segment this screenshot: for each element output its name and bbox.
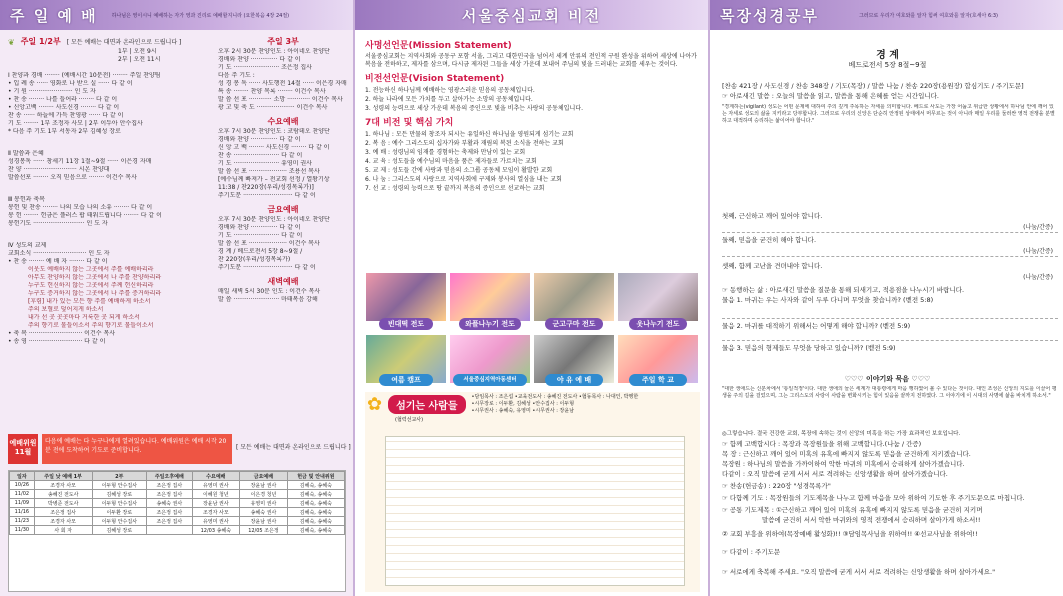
vision-panel (353, 0, 708, 596)
blessing-line: 아무도 찬양하지 않는 그곳에서 나 주를 찬양하리라 (28, 274, 162, 281)
service-item: 오후 7시 30분 찬양인도 : 코람데오 찬양단 (218, 128, 330, 135)
photo-1 (365, 272, 447, 322)
table-cell: 송혜숙 권사 (240, 508, 288, 517)
dawn-title: 새벽예배 (267, 277, 299, 286)
divider (722, 340, 1058, 341)
order-item: 봉 헌 ········ 헌금은 플러스 팝 태워드립니다 ········ 다 같 이 (8, 212, 162, 219)
service1-time-2: 2부 | 오전 11시 (118, 56, 161, 63)
value-item: 2. 복 음 : 예수 그리스도의 십자가와 부활과 재림의 복된 소식을 전하는 교회 (365, 140, 564, 147)
photo-caption: 주일 학 교 (629, 374, 687, 386)
servers-info: •시무권사 : 송혜숙, 유영미 •시무권사 : 장윤남 (471, 408, 575, 414)
prayer-line: 다같이 : 오직 말씀에 굳게 서서 서로 격려하는 신앙생활을 하며 살아가겠습니다. (722, 470, 948, 478)
blessing-line: 누구도 헌신하지 않는 그곳에서 주께 헌신하리라 (28, 282, 154, 289)
table-cell: 이은경 청년 (240, 490, 288, 499)
service-item: 경배와 찬양 ·············· 다 같 이 (218, 136, 301, 143)
vine-decor-icon: ❦ (8, 37, 15, 47)
prayer-line: ☞ 찬송(헌금송) : 220장 "성경목록가" (722, 482, 831, 490)
servers-small: (협력선교사) (395, 417, 424, 423)
table-cell: 김혜숙, 송혜숙 (287, 526, 344, 535)
flower-icon: ✿ (367, 394, 383, 415)
service-item: 오후 7시 30분 찬양인도 : 아이네오 찬양단 (218, 216, 330, 223)
blessing-line: 내가 선 곳 곳곳마다 거룩한 곳 되게 하소서 (28, 314, 140, 321)
service-item: 신 앙 고 백 ········ 사도신경 ········ 다 같 이 (218, 144, 330, 151)
prayer-line: ☞ 다함께 기도 : 목장원들의 기도제목을 나누고 함께 마음을 모아 위하여 기도한 후 주기도문으로 마칩니다. (722, 494, 1025, 502)
table-cell: 김혜숙, 송혜숙 (287, 499, 344, 508)
table-cell: 김혜성 장로 (92, 490, 147, 499)
final-line: ☞ 서로에게 축복해 주세요. "오직 말씀에 굳게 서서 서로 격려하는 신앙생활을 하며 살아가세요." (722, 568, 996, 576)
table-header-cell: 주일 낮 예배 1부 (34, 472, 92, 481)
order-item: 봉헌 및 찬송 ········ 나의 모습 나의 소유 ········ 다 같 이 (8, 204, 153, 211)
story-heading: ♡♡♡ 이야기와 묵음 ♡♡♡ (844, 375, 931, 383)
order-item: * 다음 주 기도 1부 서동자 2부 김혜성 장로 (8, 128, 121, 135)
worship-subtitle: 하나님은 영이시니 예배하는 자가 영과 진리로 예배할지니라 (요한복음 4장 24절) (111, 12, 290, 19)
lesson-ref: 베드로전서 5장 8절~9절 (848, 61, 927, 69)
fri-title: 금요예배 (267, 205, 299, 214)
study-title: 목장성경공부 (720, 6, 819, 25)
service-item: 기 도 ························ 다 같 이 (218, 232, 303, 239)
vision-item: 3. 성령의 능력으로 세상 가운데 복음의 증인으로 빛을 비추는 사랑의 공동체입니다. (365, 105, 583, 112)
prayer-line: 목 장 : 근신하고 깨어 있어 미혹의 유혹에 빠지지 않도록 믿음을 굳건하게 지키겠습니다. (722, 450, 971, 458)
table-cell: 조경자 사모 (34, 517, 92, 526)
order-item: Ⅳ 성도의 교제 (8, 242, 47, 249)
photo-caption: 빈대떡 전도 (379, 318, 433, 330)
table-cell: 11/09 (10, 499, 35, 508)
apply-question: 물음 3. 믿음의 형제들도 무엇을 당하고 있습니까? (벧전 5:9) (722, 344, 896, 352)
story-close: ◎그렇습니다. 결국 건강한 교회, 목장에 속하는 것이 신앙의 미혹을 하는 가장 효과적인 보호입니다. (722, 431, 961, 437)
announcement (8, 428, 351, 468)
intro-text: "경계하는(vigilant) 성도는 어떤 문제에 대하여 주의 깊게 주목하는 자세를 의미합니다. 베드로 사도는 가장 어둡고 위급한 상황에서 하나님 안에 깨어 있는 자세로 성도의 삶을 지키라고 당부합니다. 그러므로 우리의 신앙은 단순히 안정된 상태에서 머무르는 것이 아니라 매일 우리를 둘러싼 영적 전쟁을 분별하고 대적하며 승리하는 삶이어야 합니다." (722, 104, 1055, 124)
servers-section (365, 392, 700, 592)
prayer-line: ☞ 함께 고백합시다 : 목장과 목장원들을 위해 고백합니다.(나눔 / 간증) (722, 440, 922, 448)
service-item: 찬 220장(우리/성경목록가) (218, 256, 291, 263)
blessing-line: 주의 향기로 물들이소서 주의 향기로 물들이소서 (28, 322, 154, 329)
value-item: 7. 선 교 : 성령의 능력으로 땅 끝까지 복음의 증인으로 선교하는 교회 (365, 185, 545, 192)
photo-caption: 야 유 예 배 (545, 374, 603, 386)
hymns-line: [찬송 421장 / 사도신경 / 찬송 348장 / 기도(목장) / 말씀 나눔 / 찬송 220장(용원장) 합심기도 / 주기도문] (722, 82, 1024, 90)
order-item: • 찬 송 ········ 나를 들어라 ········ 다 같 이 (8, 96, 118, 103)
order-item: • 신앙고백 ········ 사도신경 ········ 다 같 이 (8, 104, 120, 111)
table-cell: 유영미 권사 (192, 481, 240, 490)
vision-item: 1. 전능하신 하나님께 예배하는 영광스러운 믿음의 공동체입니다. (365, 87, 535, 94)
service-item: 주기도문 ·························· 다 같 이 (218, 192, 316, 199)
vision-header (355, 0, 708, 30)
table-cell: 12/05 조은정 (240, 526, 288, 535)
item-question: 첫째, 근신하고 깨어 있어야 합니다. (722, 212, 823, 220)
servers-list (385, 436, 685, 586)
table-cell: 11/30 (10, 526, 35, 535)
apply-question: 물음 1. 마귀는 우는 사자와 같이 두루 다니며 무엇을 찾습니까? (벧전 5:8) (722, 296, 934, 304)
table-cell: 11/23 (10, 517, 35, 526)
blessing-line: 누구도 증거하지 않는 그곳에서 나 주를 증거하리라 (28, 290, 162, 297)
service-item: 말 씀 ························ 마태복음 강해 (218, 296, 318, 303)
service-item: 기 도 ························ 조은정 집사 (218, 64, 312, 71)
photo-caption: 군고구마 전도 (545, 318, 603, 330)
table-cell: 10/26 (10, 481, 35, 490)
table-cell: 조은정 집사 (147, 517, 192, 526)
table-cell: 김혜성 장로 (92, 526, 147, 535)
table-cell: 조은정 집사 (34, 508, 92, 517)
photo-3 (533, 272, 615, 322)
table-row (10, 508, 345, 517)
service-item: [예수님께 빠져가 – 전교회 선정 / 열왕기상 11:38 / 찬220장(우리/성경목록가)] (218, 176, 330, 191)
table-cell: 이두형 안수집사 (92, 517, 147, 526)
servers-info: •담임목사 : 조은섭 •교육전도사 : 송혜진 전도사 •협동목사 : 나대인, 박행한 (471, 394, 639, 400)
wed-title: 수요예배 (267, 117, 299, 126)
order-item: • 축 복 ···························· 이건수 목사 (8, 330, 116, 337)
table-header-cell: 일자 (10, 472, 35, 481)
study-subtitle: 그러므로 우리가 여호와를 알자 힘써 여호와를 알자(호세아 6:3) (858, 12, 998, 19)
table-cell: 유영미 권사 (192, 517, 240, 526)
divider (722, 256, 1058, 257)
intro-label: ☞ 아로새긴 말씀 : 오늘의 말씀을 읽고, 말씀을 통해 은혜를 얻는 시간입니다. (722, 92, 939, 100)
vision-body (365, 40, 700, 193)
order-item: Ⅲ 봉헌과 축복 (8, 196, 45, 203)
order-item: • 찬 송 ········ 예 배 자 ········ 다 같 이 (8, 258, 108, 265)
table-row (10, 499, 345, 508)
table-header-cell: 수요예배 (192, 472, 240, 481)
online-notice-2: [ 모든 예배는 대면과 온라인으로 드립니다 ] (236, 444, 351, 451)
order-item: 찬 송 ······ 하늘에 가득 찬영광 ······ 다 같 이 (8, 112, 124, 119)
service-item: 매일 새벽 5시 30분 인도 : 이건수 목사 (218, 288, 321, 295)
item-question: 둘째, 믿음을 굳건히 해야 합니다. (722, 236, 817, 244)
vision-item: 2. 하늘 나라에 모든 가치를 두고 살아가는 소망의 공동체입니다. (365, 96, 533, 103)
photo-caption: 여름 캠프 (379, 374, 433, 386)
announce-badge: 예배위원 11월 (8, 434, 38, 464)
service-item: 오후 2시 30분 찬양인도 : 아이네오 찬양단 (218, 48, 330, 55)
study-header (710, 0, 1063, 30)
value-item: 6. 나 눔 : 그리스도의 사랑으로 지역사회에 구제와 봉사의 열심을 내는 교회 (365, 176, 562, 183)
lesson-title: 경 계 (876, 50, 899, 61)
table-row (10, 517, 345, 526)
service-item: 경 계 / 베드로전서 5장 8~9절 / (218, 248, 303, 255)
order-item: 봉헌기도 ··························· 인 도 자 (8, 220, 108, 227)
table-cell: 조경자 사모 (192, 508, 240, 517)
photo-4 (617, 272, 699, 322)
service-item: 광 고 및 축 도 ···················· 이건수 목사 (218, 104, 328, 111)
table-row (10, 526, 345, 535)
prayer-line: ② 교회 부흥을 위하여(목장예배 활성화)!! ③담임목사님을 위하여!! ④선교사님을 위하여!! (722, 530, 978, 538)
photo-2 (449, 272, 531, 322)
mission-heading: 사명선언문(Mission Statement) (365, 41, 512, 51)
table-header (10, 472, 345, 481)
order-item: 찬 양 ···························· 시온 찬양대 (8, 166, 110, 173)
order-item: Ⅱ 말씀과 은혜 (8, 150, 44, 157)
table-cell: 조은정 집사 (147, 481, 192, 490)
announce-text: 다음에 예배는 다 누구나에게 열려있습니다. 예배위원은 예배 시작 20분 전에 도착하여 기도로 준비합니다. (42, 434, 232, 464)
vision-heading: 비전선언문(Vision Statement) (365, 74, 505, 84)
photo-caption: 서울중심지역아동센터 (453, 374, 527, 386)
order-item: 교회소식 ···························· 인 도 자 (8, 250, 110, 257)
photo-caption: 옷나누기 전도 (629, 318, 687, 330)
order-item: • 송 영 ···························· 다 같 이 (8, 338, 106, 345)
table-cell: 이혜원 청년 (192, 490, 240, 499)
table-row (10, 490, 345, 499)
table-cell: 조은정 집사 (147, 490, 192, 499)
table-cell: 11/16 (10, 508, 35, 517)
service3-title: 주일 3부 (267, 37, 299, 46)
table-header-cell: 주일오후예배 (147, 472, 192, 481)
item-tag: (나눔/간증) (1023, 248, 1053, 255)
table-cell: 유영미 권사 (240, 499, 288, 508)
story-text: "대한 생애드는 신분차에서 '통일적정'이다. 대한 생애의 들은 세계가 대통령에게 마음 행하였어 볼 수 있다는 것이다. 대인 조성은 신앙의 지도를 이끌어 평생을 주의 길을 걸었으며, 그는 그리스도의 사랑이 사람을 변화시키는 힘이 있음을 끝까지 전하였다. 그 이야기에 이 시대의 사명에 삶을 바치게 하소서." (722, 386, 1057, 399)
item-tag: (나눔/간증) (1023, 274, 1053, 281)
service-item: 다음 주 기도 : (218, 72, 255, 79)
mission-text: 서울중심교회는 지역사회와 공동구 포함 서울, 그리고 대한민국을 넘어서 세계 안류의 전인적 구원 완성을 위하여 세상에 나아가 복음을 전하하고, 제자를 삼으며, 다시금 제자된 그들을 세상 가운데 보내어 주님의 빛을 드러내는 교회를 세우는 것이다. (365, 53, 697, 68)
service-item: 성 경 봉 독 ······ 사도행전 14절 ······ 이은경 자매 (218, 80, 347, 87)
value-item: 1. 하나님 : 모든 만물의 창조자 되시는 유일하신 하나님을 영원되게 섬기는 교회 (365, 131, 574, 138)
worship-panel (0, 0, 353, 596)
table-cell (147, 526, 192, 535)
table-cell: 조은정 집사 (147, 508, 192, 517)
values-heading: 7대 비전 및 핵심 가치 (365, 118, 454, 128)
table-cell: 김혜숙, 송혜숙 (287, 508, 344, 517)
table-cell: 김혜숙, 송혜숙 (287, 490, 344, 499)
service1-time-1: 1부 | 오전 9시 (118, 48, 157, 55)
table-cell: 이두형 안수집사 (92, 499, 147, 508)
divider (722, 318, 1058, 319)
table-header-cell: 2부 (92, 472, 147, 481)
main-service-column (8, 36, 213, 346)
order-item: 성경봉독 ······ 창세기 11장 1절~9절 ······ 이은경 자매 (8, 158, 152, 165)
schedule-table (8, 470, 346, 592)
table-cell: 박병준 전도사 (34, 499, 92, 508)
order-item: • 기 원 ······················· 인 도 자 (8, 88, 96, 95)
service1-title: 주일 1/2부 (20, 37, 61, 46)
table-cell: 11/02 (10, 490, 35, 499)
table-cell: 김혜숙, 송혜숙 (287, 517, 344, 526)
value-item: 5. 교 제 : 성도들 간에 사랑과 믿음의 소그룹 공동체 모임이 활발한 교회 (365, 167, 553, 174)
servers-info: •시무장로 : 이두환, 김혜성 •안수집사 : 이두형 (471, 401, 575, 407)
service-item: 기 도 ························ 유영미 권사 (218, 160, 312, 167)
order-item: 말씀선포 ········ 오직 믿음으로 ········ 이건수 목사 (8, 174, 137, 181)
service-item: 주기도문 ·························· 다 같 이 (218, 264, 316, 271)
worship-title: 주 일 예 배 (10, 6, 98, 25)
service-item: 말 씀 선 포 ···················· 이건수 목사 (218, 240, 320, 247)
order-item: Ⅰ 찬양과 경배 ········ (예배시간 10분전) ········ 주일 찬양팀 (8, 72, 161, 79)
table-cell: 송혜진 전도사 (34, 490, 92, 499)
order-item: 기 도 ········ 1부 조정자 사모 | 2부 이두아 안수집사 (8, 120, 143, 127)
prayer-line: ☞ 공통 기도제목 : ①근신하고 깨어 있어 미혹의 유혹에 빠지지 않도록 믿음을 굳건히 지키며 (722, 506, 983, 514)
blessing-line: 이웃도 예배하지 않는 그곳에서 주를 예배하리라 (28, 266, 154, 273)
worship-header (0, 0, 353, 30)
prayer-line: ☞ 다같이 : 주기도문 (722, 548, 781, 556)
online-notice: [ 모든 예배는 대면과 온라인으로 드립니다 ] (66, 38, 182, 46)
item-question: 셋째, 함께 고난을 견뎌내야 합니다. (722, 262, 823, 270)
blessing-line: 주의 보혈로 덮어지게 하소서 (28, 306, 104, 313)
study-panel (708, 0, 1063, 596)
item-tag: (나눔/간증) (1023, 224, 1053, 231)
table-cell: 이두환 장로 (92, 508, 147, 517)
table-header-cell: 헌금 및 안내위원 (287, 472, 344, 481)
table-cell: 이두형 안수집사 (92, 481, 147, 490)
table-body (10, 481, 345, 535)
table-cell: 조경자 사모 (34, 481, 92, 490)
service-item: 말 씀 선 포 ············ 소망 ············ 이건수 목사 (218, 96, 343, 103)
value-item: 4. 교 육 : 성도들을 예수님의 마음을 품은 제자들로 가르치는 교회 (365, 158, 537, 165)
service-item: 찬 송 ························ 다 같 이 (218, 152, 303, 159)
table-cell: 김혜숙, 송혜숙 (287, 481, 344, 490)
table-header-cell: 금요예배 (240, 472, 288, 481)
table-cell: 장윤남 권사 (240, 481, 288, 490)
table-cell: 장윤남 권사 (192, 499, 240, 508)
divider (722, 232, 1058, 233)
apply-label: ☞ 동행하는 삶 : 아로새긴 말씀을 질문을 통해 되새기고, 적용점을 나누시기 바랍니다. (722, 286, 965, 294)
prayer-line: 목장원 : 하나님의 말씀을 가까이하여 악한 마귀의 미혹에서 승리하게 살아가겠습니다. (722, 460, 965, 468)
vision-title: 서울중심교회 비전 (461, 6, 602, 25)
blessing-line: [후렴] 내가 있는 모든 향 주를 예배하게 하소서 (28, 298, 151, 305)
photo-caption: 와플나누기 전도 (459, 318, 521, 330)
table-cell: 12/03 송혜숙 (192, 526, 240, 535)
order-item: • 입 례 송 ······ 영화로 나 받으 실 ······ 다 같 이 (8, 80, 133, 87)
service-item: 특 송 ········ 찬양 목록 ········ 이건수 목사 (218, 88, 326, 95)
table-row (10, 481, 345, 490)
servers-title: 섬기는 사람들 (388, 395, 465, 414)
service-item: 경배와 찬양 ·············· 다 같 이 (218, 56, 301, 63)
table-cell: 송혜숙 권사 (147, 499, 192, 508)
service-item: 경배와 찬양 ·············· 다 같 이 (218, 224, 301, 231)
apply-question: 물음 2. 마귀를 대적하기 위해서는 어떻게 해야 합니까? (벧전 5:9) (722, 322, 911, 330)
other-services-column (218, 36, 348, 304)
table-cell: 사 회 자 (34, 526, 92, 535)
table-cell: 장윤남 권사 (240, 517, 288, 526)
prayer-line: 말씀에 굳건히 서서 악한 마귀와의 영적 전쟁에서 승리하며 살아가게 하소서!! (762, 516, 981, 524)
service-item: 말 씀 선 포 ···················· 조용선 목사 (218, 168, 320, 175)
value-item: 3. 예 배 : 성령님의 임재를 경험하는 축제와 만남이 있는 교회 (365, 149, 526, 156)
